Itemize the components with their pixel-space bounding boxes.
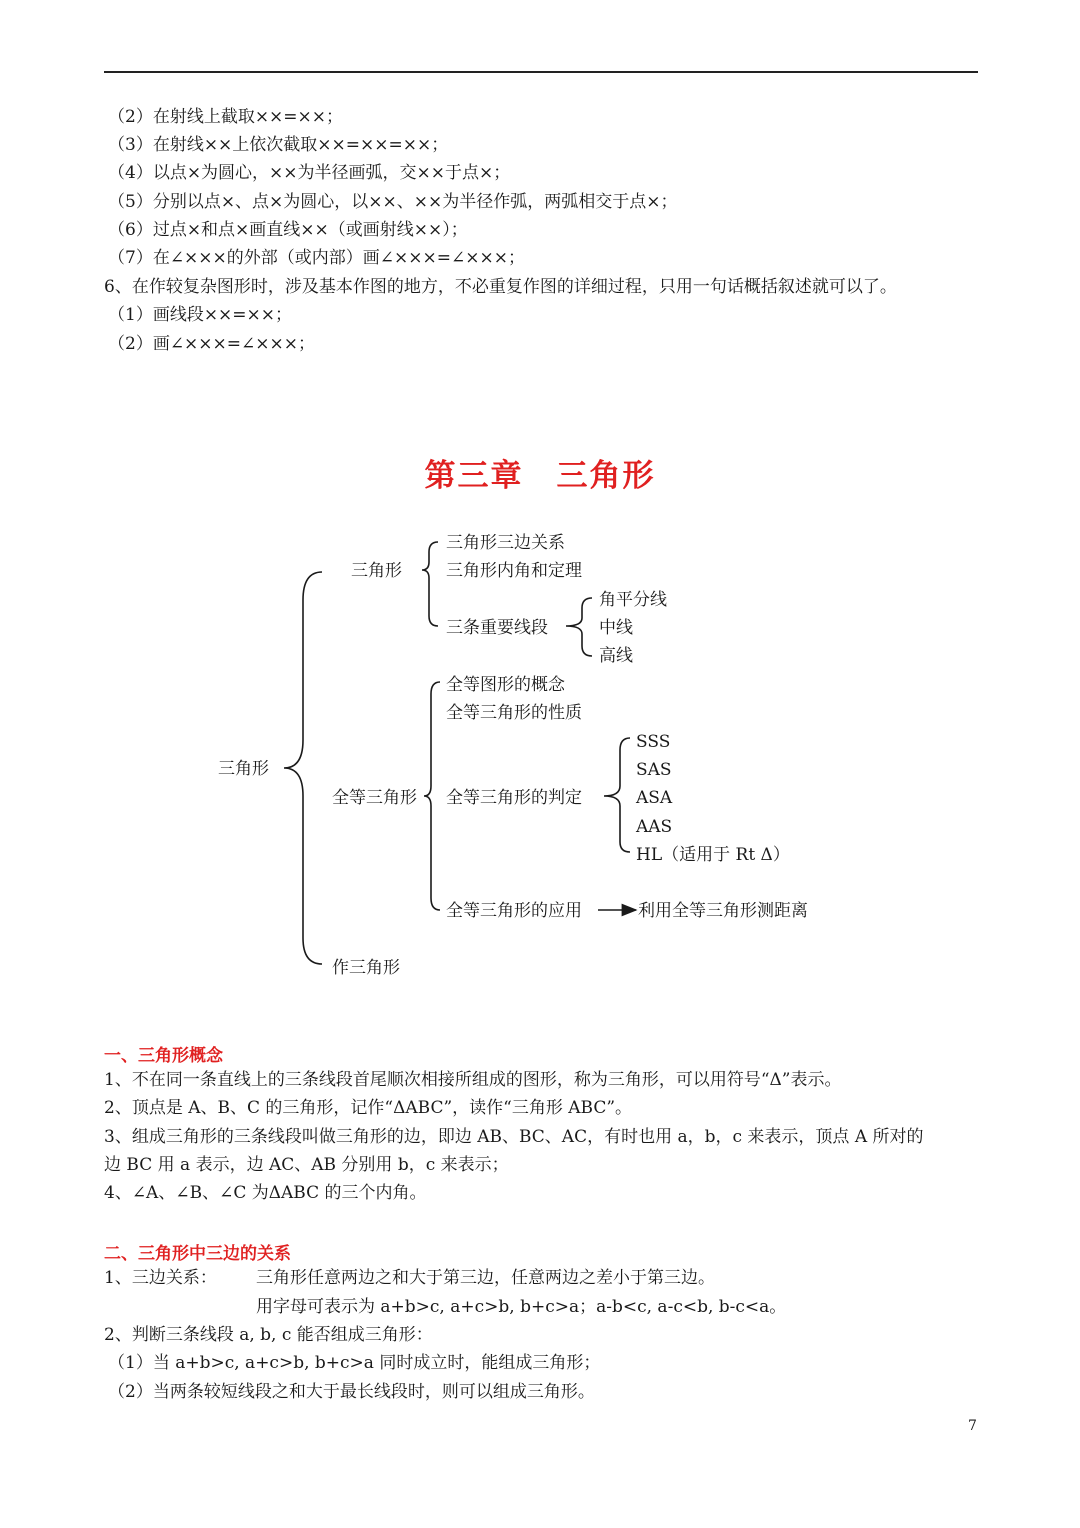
branch2-item: 全等图形的概念 xyxy=(446,675,565,695)
paragraph: 1、三边关系： xyxy=(104,1268,217,1288)
criterion-item: ASA xyxy=(636,788,673,808)
list-item: （6）过点×和点×画直线××（或画射线××）； xyxy=(108,220,468,240)
list-item: （2）在射线上截取××=××； xyxy=(108,107,344,127)
list-item: （2）画∠×××=∠×××； xyxy=(108,334,316,354)
segments-brace xyxy=(566,598,592,656)
list-item: （7）在∠×××的外部（或内部）画∠×××=∠×××； xyxy=(108,248,525,268)
application-item: 利用全等三角形测距离 xyxy=(638,901,808,921)
criterion-item: SAS xyxy=(636,760,672,780)
root-brace xyxy=(284,572,322,964)
branch2-item: 全等三角形的性质 xyxy=(446,703,582,723)
paragraph: 4、∠A、∠B、∠C 为ΔABC 的三个内角。 xyxy=(104,1183,427,1203)
branch1-brace xyxy=(422,542,438,626)
section-heading: 二、三角形中三边的关系 xyxy=(104,1244,291,1264)
branch2-brace xyxy=(424,682,440,910)
list-item: 6、在作较复杂图形时，涉及基本作图的地方，不必重复作图的详细过程，只用一句话概括叙述就可以了。 xyxy=(104,277,897,297)
criterion-item: AAS xyxy=(636,817,673,837)
branch1-item: 三角形内角和定理 xyxy=(446,561,582,581)
paragraph: 2、顶点是 A、B、C 的三角形，记作“ΔABC”，读作“三角形 ABC”。 xyxy=(104,1098,633,1118)
paragraph: 3、组成三角形的三条线段叫做三角形的边，即边 AB、BC、AC，有时也用 a，b，c 来表示，顶点 A 所对的 xyxy=(104,1127,924,1147)
branch2-item: 全等三角形的判定 xyxy=(446,788,582,808)
paragraph: （1）当 a+b>c, a+c>b, b+c>a 同时成立时，能组成三角形； xyxy=(108,1353,601,1373)
paragraph: 2、判断三条线段 a, b, c 能否组成三角形： xyxy=(104,1325,433,1345)
paragraph: 三角形任意两边之和大于第三边，任意两边之差小于第三边。 xyxy=(256,1268,715,1288)
paragraph: 边 BC 用 a 表示，边 AC、AB 分别用 b，c 来表示； xyxy=(104,1155,509,1175)
branch2-item: 全等三角形的应用 xyxy=(446,901,582,921)
criteria-brace xyxy=(604,738,630,852)
list-item: （3）在射线××上依次截取××=××=××； xyxy=(108,135,449,155)
page-number: 7 xyxy=(968,1418,977,1434)
section-heading: 一、三角形概念 xyxy=(104,1046,223,1066)
paragraph: 用字母可表示为 a+b>c, a+c>b, b+c>a；a-b<c, a-c<b, b-c<a。 xyxy=(256,1297,787,1317)
segment-item: 中线 xyxy=(599,618,633,638)
list-item: （1）画线段××=××； xyxy=(108,305,293,325)
branch1-item: 三条重要线段 xyxy=(446,618,548,638)
paragraph: 1、不在同一条直线上的三条线段首尾顺次相接所组成的图形，称为三角形，可以用符号“Δ”表示。 xyxy=(104,1070,842,1090)
segment-item: 角平分线 xyxy=(599,590,667,610)
criterion-item: HL（适用于 Rt Δ） xyxy=(636,845,790,865)
branch-congruent: 全等三角形 xyxy=(332,788,417,808)
branch1-item: 三角形三边关系 xyxy=(446,533,565,553)
branch-triangle: 三角形 xyxy=(351,561,402,581)
segment-item: 高线 xyxy=(599,646,633,666)
branch-construct: 作三角形 xyxy=(332,958,400,978)
paragraph: （2）当两条较短线段之和大于最长线段时，则可以组成三角形。 xyxy=(108,1382,595,1402)
list-item: （5）分别以点×、点×为圆心，以××、××为半径作弧，两弧相交于点×； xyxy=(108,192,678,212)
mindmap-root: 三角形 xyxy=(218,759,269,779)
list-item: （4）以点×为圆心，××为半径画弧，交××于点×； xyxy=(108,163,511,183)
criterion-item: SSS xyxy=(636,732,671,752)
chapter-title: 第三章 三角形 xyxy=(424,458,656,494)
